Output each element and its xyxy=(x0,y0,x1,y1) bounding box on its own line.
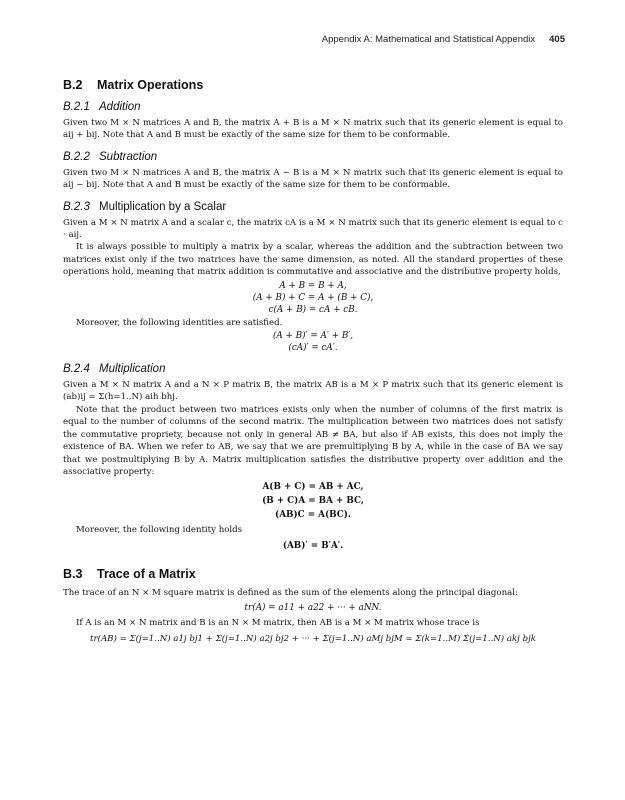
equation-transpose-scalar: (cA)′ = cA′. xyxy=(288,343,338,354)
paragraph-subtraction: Given two M × N matrices A and B, the matrix A − B is a M × N matrix such that its generic element is equal to aij − bij. Note that A and B must be exactly of the same size for them to be conformable. xyxy=(63,167,563,191)
paragraph-scalar-3: Moreover, the following identities are satisfied. xyxy=(76,317,283,328)
subsection-heading-scalar xyxy=(63,201,563,213)
equation-right-distributive: (B + C)A = BA + BC, xyxy=(262,496,364,507)
subsection-number: B.2.2 xyxy=(63,150,90,163)
paragraph-addition: Given two M × N matrices A and B, the matrix A + B is a M × N matrix such that its generic element is equal to aij + bij. Note that A and B must be exactly of the same size for them to be conformable. xyxy=(63,118,563,141)
subsection-title: Addition xyxy=(99,101,141,113)
subsection-title: Multiplication xyxy=(99,363,166,376)
equation-trace-definition: tr(A) = a11 + a22 + ··· + aNN. xyxy=(244,603,382,614)
section-title: Matrix Operations xyxy=(97,78,204,92)
equation-associative: (A + B) + C = A + (B + C), xyxy=(252,292,374,303)
section-heading-b3 xyxy=(63,567,563,581)
paragraph-multiplication-1: Given a M × N matrix A and a N × P matrix B, the matrix AB is a M × P matrix such that its generic element is (ab)ij = Σ(h=1..N) aih bhj. xyxy=(63,380,563,403)
subsection-heading-subtraction xyxy=(63,151,563,163)
subsection-number: B.2.4 xyxy=(63,363,90,376)
equation-transpose-product: (AB)′ = B′A′. xyxy=(282,540,344,551)
subsection-heading-addition xyxy=(63,101,563,113)
running-head xyxy=(322,34,565,45)
paragraph-scalar-2: It is always possible to multiply a matrix by a scalar, whereas the addition and the subtraction between two matrices exist only if the two matrices have the same dimension, as noted. All the standard properties of these operations hold, meaning that matrix addition is commutative and associative and the distributive property holds, xyxy=(63,242,563,278)
equation-transpose-sum: (A + B)′ = A′ + B′, xyxy=(272,331,354,342)
paragraph-scalar-1: Given a M × N matrix A and a scalar c, the matrix cA is a M × N matrix such that its generic element is equal to c · aij. xyxy=(63,217,563,241)
subsection-heading-multiplication xyxy=(63,363,563,375)
section-number: B.3 xyxy=(63,566,83,581)
page-content xyxy=(63,78,563,648)
paragraph-trace-1: The trace of an N × M square matrix is defined as the sum of the elements along the principal diagonal: xyxy=(63,587,518,598)
section-heading-b2 xyxy=(63,78,563,92)
page-number: 405 xyxy=(549,34,565,45)
paragraph-multiplication-3: Moreover, the following identity holds xyxy=(76,525,243,536)
subsection-title: Subtraction xyxy=(99,150,158,163)
equation-commutative: A + B = B + A, xyxy=(279,280,347,291)
equation-distributive: c(A + B) = cA + cB. xyxy=(268,304,358,315)
section-title: Trace of a Matrix xyxy=(97,566,196,581)
paragraph-trace-2: If A is an M × N matrix and B is an N × M matrix, then AB is a M × M matrix whose trace is xyxy=(76,618,480,629)
subsection-number: B.2.3 xyxy=(63,200,90,213)
equation-matrix-associative: (AB)C = A(BC). xyxy=(275,510,351,521)
section-number: B.2 xyxy=(63,78,83,92)
paragraph-multiplication-2: Note that the product between two matrices exists only when the number of columns of the first matrix is equal to the number of columns of the second matrix. The multiplication between two matrices does not satisfy the commutative propriety, because not only in general AB ≠ BA, but also if AB exists, this does not imply the existence of BA. When we refer to AB, we say that we are premultiplying B by A, while in the case of BA we say that we postmultiplying B by A. Matrix multiplication satisfies the distributive property over addition and the associative property: xyxy=(63,404,563,477)
equation-trace-product: tr(AB) = Σ(j=1..N) a1j bj1 + Σ(j=1..N) a2j bj2 + ··· + Σ(j=1..N) aMj bjM = Σ(k=1..M) Σ(j=1..N) akj bjk xyxy=(90,633,536,644)
subsection-title: Multiplication by a Scalar xyxy=(99,200,227,213)
subsection-number: B.2.1 xyxy=(63,101,90,113)
equation-left-distributive: A(B + C) = AB + AC, xyxy=(262,482,364,493)
running-head-title: Appendix A: Mathematical and Statistical Appendix xyxy=(321,34,536,45)
